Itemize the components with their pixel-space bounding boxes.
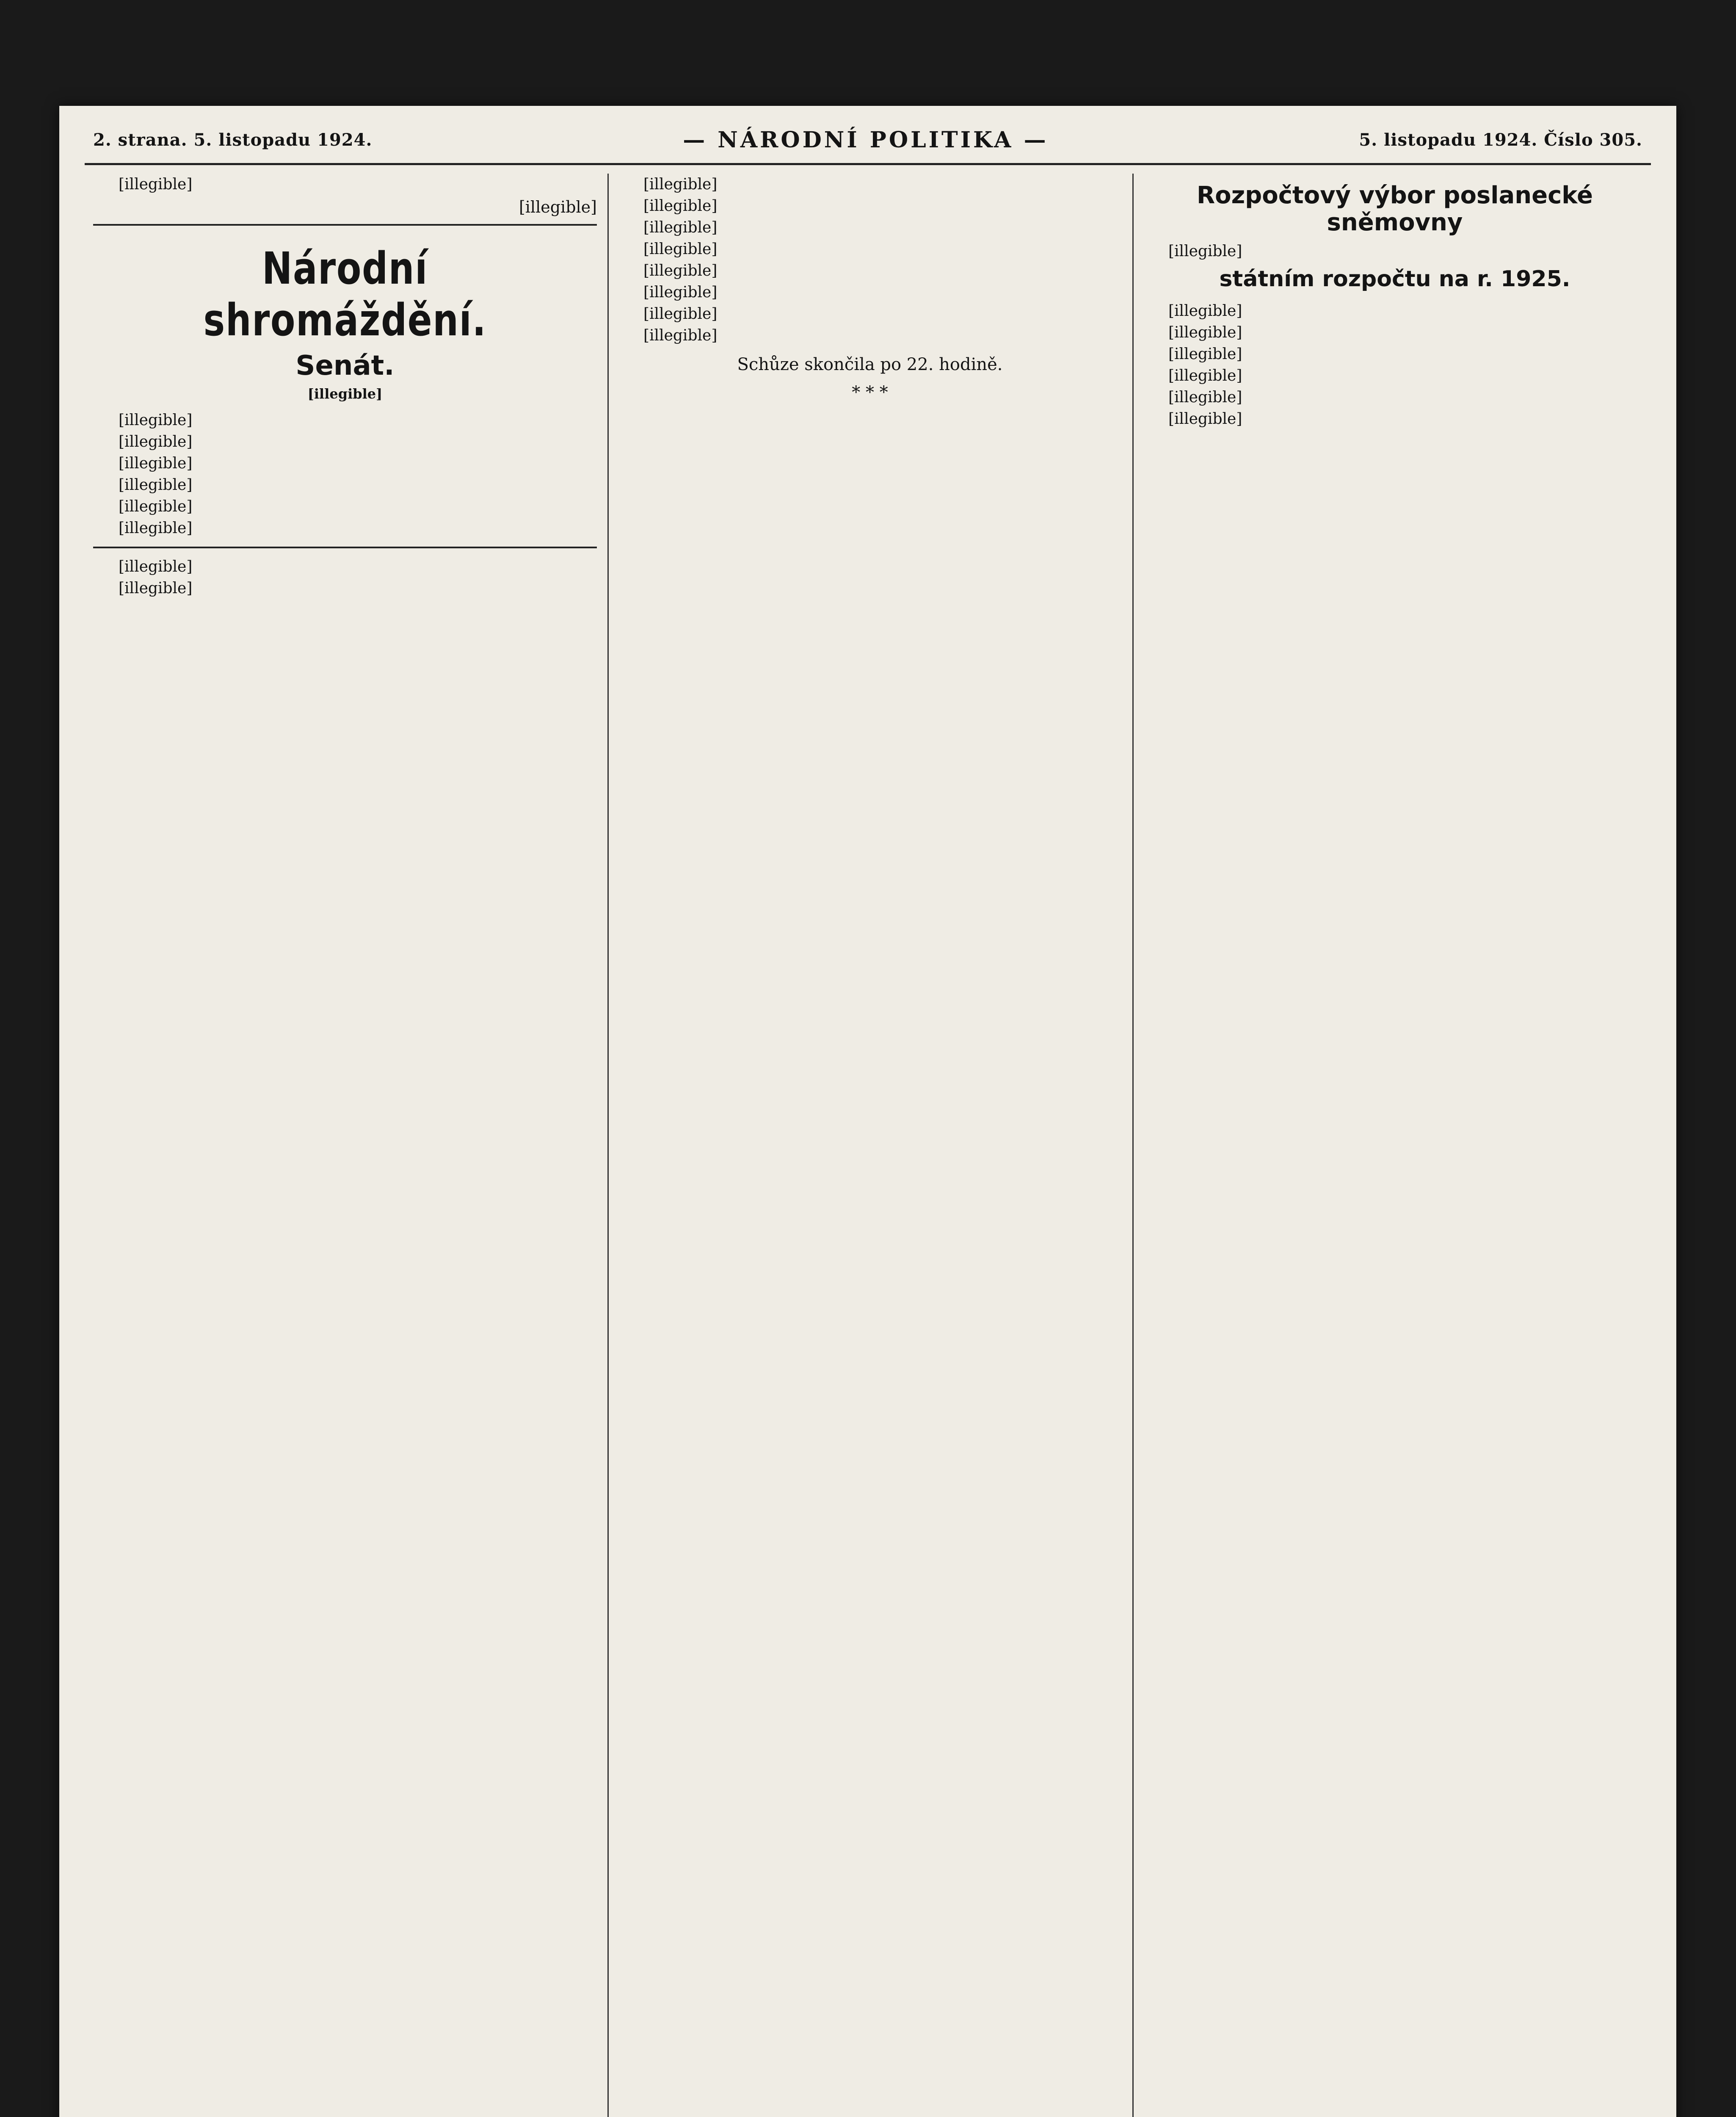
article-paragraph: [illegible] <box>643 219 718 236</box>
masthead-title: — NÁRODNÍ POLITIKA — <box>683 127 1049 153</box>
article-heading: Rozpočtový výbor poslanecké sněmovny <box>1196 182 1593 236</box>
masthead-left: 2. strana. 5. listopadu 1924. <box>93 130 373 150</box>
article-paragraph: [illegible] <box>643 197 718 215</box>
section-ornament: * * * <box>852 383 888 402</box>
article-paragraph: [illegible] <box>643 305 718 323</box>
article-intro: [illegible] <box>1168 243 1242 260</box>
article-paragraph: [illegible] <box>1168 324 1242 341</box>
feuilleton-rule <box>93 547 597 548</box>
article-paragraph: [illegible] <box>1168 389 1242 406</box>
column-3 <box>1143 174 1647 2117</box>
article-paragraph: [illegible] <box>643 262 718 279</box>
article-paragraph: [illegible] <box>119 176 193 193</box>
article-paragraph: [illegible] <box>1168 302 1242 320</box>
article-paragraph: [illegible] <box>643 327 718 344</box>
article-paragraph: [illegible] <box>119 433 193 450</box>
article-paragraph: [illegible] <box>1168 345 1242 363</box>
section-heading: Národní shromáždění. <box>203 243 487 346</box>
feuilleton-paragraph: [illegible] <box>119 580 193 597</box>
article-paragraph: [illegible] <box>1168 410 1242 428</box>
section-subheading: Senát. <box>295 350 395 381</box>
session-end-line: Schůze skončila po 22. hodině. <box>737 355 1003 374</box>
masthead-rule <box>85 163 1651 165</box>
article-paragraph: [illegible] <box>119 498 193 515</box>
article-paragraph: [illegible] <box>643 240 718 258</box>
article-subheading: státním rozpočtu na r. 1925. <box>1219 266 1570 292</box>
column-1 <box>93 174 597 2117</box>
article-paragraph: [illegible] <box>119 476 193 494</box>
column-2 <box>618 174 1122 2117</box>
article-paragraph: [illegible] <box>119 520 193 537</box>
article-paragraph: [illegible] <box>119 455 193 472</box>
masthead <box>93 119 1642 161</box>
article-byline: [illegible] <box>519 198 597 216</box>
article-subtitle: [illegible] <box>307 386 383 402</box>
masthead-right: 5. listopadu 1924. Číslo 305. <box>1359 130 1642 150</box>
section-rule <box>93 224 597 226</box>
article-paragraph: [illegible] <box>643 176 718 193</box>
column-divider <box>607 174 609 2117</box>
newspaper-page <box>59 106 1676 2117</box>
feuilleton-paragraph: [illegible] <box>119 558 193 575</box>
article-paragraph: [illegible] <box>643 284 718 301</box>
article-paragraph: [illegible] <box>119 412 193 429</box>
article-paragraph: [illegible] <box>1168 367 1242 384</box>
column-divider <box>1132 174 1134 2117</box>
